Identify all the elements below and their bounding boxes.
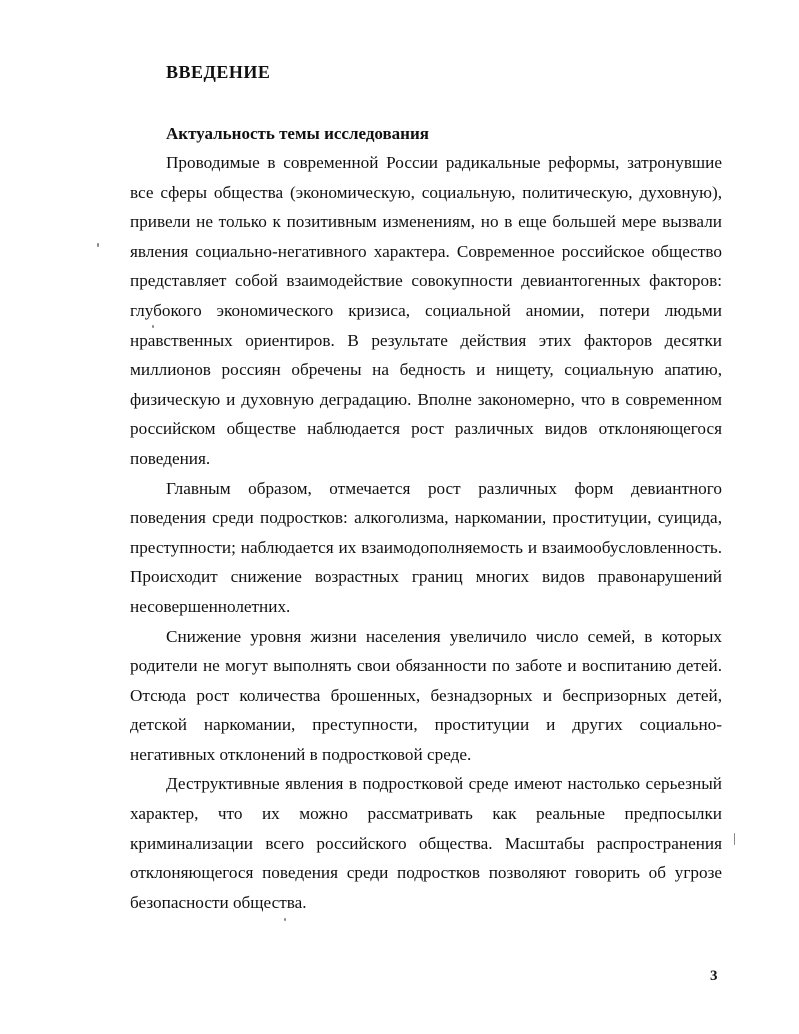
scan-speck	[152, 325, 154, 328]
body-text	[130, 148, 722, 917]
chapter-title: ВВЕДЕНИЕ	[166, 62, 271, 82]
paragraph-4: Деструктивные явления в подростковой среде имеют настолько серьезный характер, что их можно рассматривать как реальные предпосылки криминализации всего российского общества. Масштабы распространения отклоняющегося поведения среди подростков позволяют говорить об угрозе безопасности общества.	[130, 774, 722, 912]
paragraph-1: Проводимые в современной России радикальные реформы, затронувшие все сферы общества (экономическую, социальную, политическую, духовную), привели не только к позитивным изменениям, но в еще большей мере вызвали явления социально-негативного характера. Современное российское общество представляет собой взаимодействие совокупности девиантогенных факторов: глубокого экономического кризиса, социальной аномии, потери людьми нравственных ориентиров. В результате действия этих факторов десятки миллионов россиян обречены на бедность и нищету, социальную апатию, физическую и духовную деградацию. Вполне закономерно, что в современном российском обществе наблюдается рост различных видов отклоняющегося поведения.	[130, 153, 722, 468]
page-number: 3	[710, 968, 718, 984]
scan-speck	[97, 243, 99, 247]
scan-speck	[734, 833, 735, 845]
paragraph-2: Главным образом, отмечается рост различных форм девиантного поведения среди подростков: алкоголизма, наркомании, проституции, суицида, преступности; наблюдается их взаимодополняемость и взаимообусловленность. Происходит снижение возрастных границ многих видов правонарушений несовершеннолетних.	[130, 478, 722, 616]
section-title: Актуальность темы исследования	[166, 124, 429, 143]
scan-speck	[284, 918, 286, 921]
paragraph-3: Снижение уровня жизни населения увеличило число семей, в которых родители не могут выполнять свои обязанности по заботе и воспитанию детей. Отсюда рост количества брошенных, безнадзорных и беспризорных детей, детской наркомании, преступности, проституции и других социально-негативных отклонений в подростковой среде.	[130, 626, 722, 764]
